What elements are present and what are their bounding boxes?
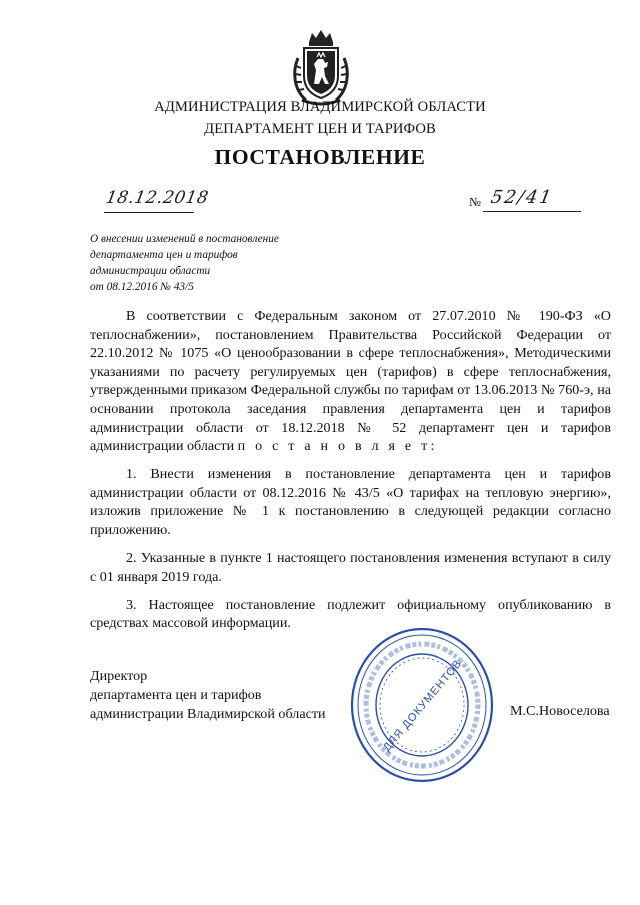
preamble-paragraph [90, 307, 611, 456]
document-body [90, 307, 611, 643]
resolves-word: п о с т а н о в л я е т: [237, 438, 438, 455]
document-number: 52/41 [489, 187, 555, 208]
document-title: ПОСТАНОВЛЕНИЕ [214, 145, 426, 169]
number-field [469, 186, 581, 212]
stamp-inner-text: ДЛЯ ДОКУМЕНТОВ [380, 657, 465, 754]
item-paragraph: 1. Внести изменения в постановление департамента цен и тарифов администрации области от 08.12.2016 № 43/5 «О тарифах на тепловую энергию», изложив приложение № 1 к постановлению в следующей редакции согласно приложению. [90, 466, 611, 539]
item-paragraph: 2. Указанные в пункте 1 настоящего постановления изменения вступают в силу с 01 января 2019 года. [90, 550, 611, 585]
coat-of-arms-icon [290, 28, 352, 106]
item-paragraph: 3. Настоящее постановление подлежит официальному опубликованию в средствах массовой информации. [90, 596, 611, 632]
position-line: Директор [90, 668, 148, 684]
number-sign: № [469, 195, 481, 209]
subject-line: от 08.12.2016 № 43/5 [90, 281, 194, 293]
signatory-name: М.С.Новоселова [510, 703, 610, 719]
document-subject [90, 231, 350, 295]
number-underline [483, 211, 581, 212]
department-name: ДЕПАРТАМЕНТ ЦЕН И ТАРИФОВ [204, 121, 436, 137]
subject-line: администрации области [90, 265, 211, 277]
subject-line: О внесении изменений в постановление [90, 233, 279, 245]
position-line: департамента цен и тарифов [90, 687, 262, 703]
subject-line: департамента цен и тарифов [90, 249, 238, 261]
preamble-text: В соответствии с Федеральным законом от 27.07.2010 № 190-ФЗ «О теплоснабжении», постановлением Правительства Российской Федерации от 22.10.2012 № 1075 «О ценообразовании в сфере теплоснабжения», Методическими указаниями по расчету регулируемых цен (тарифов) в сфере теплоснабжения, утвержденными приказом Федеральной службы по тарифам от 13.06.2013 № 760-э, на основании протокола заседания правления департамента цен и тарифов администрации области от 18.12.2018 № 52 департамент цен и тарифов администрации области [90, 308, 611, 455]
organization-name: АДМИНИСТРАЦИЯ ВЛАДИМИРСКОЙ ОБЛАСТИ [154, 99, 486, 115]
document-date: 18.12.2018 [104, 188, 211, 208]
official-stamp [342, 620, 502, 790]
date-field [104, 186, 211, 213]
position-line: администрации Владимирской области [90, 706, 326, 722]
signatory-position [90, 667, 326, 724]
